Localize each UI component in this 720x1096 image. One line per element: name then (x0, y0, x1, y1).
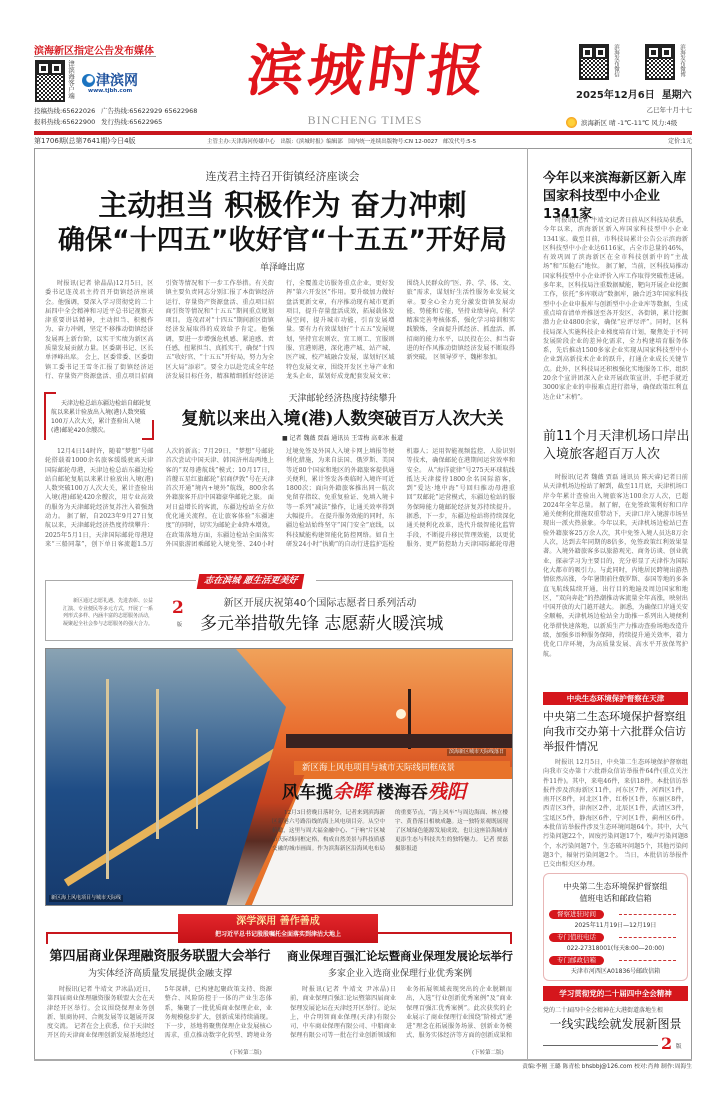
title-english: BINCHENG TIMES (307, 113, 423, 127)
sun-icon (566, 117, 577, 128)
lunar-date: 乙巳年十月十七 (646, 106, 692, 114)
turbine (196, 729, 198, 829)
right-article2-body: 时报讯(记者 魏薇 贾磊 通讯员 陈天睿)记者日前从天津机场边检站了解到，截至11月底，天津机场口岸今年累计查验出入境旅客达100余万人次，已超2024年全年总量。 据了解，在免签政策利好和口岸通关便利化措施双重带动下，天津口岸入境游市场呈现出一派火热景象。今年以来，天津机场边检站已查验外籍旅客25万余人次，其中免签入境人员达8万余人次，达到去年同期的8倍多，免签政策红利效果显著。入境外籍旅客多以旅游观光、商务访谈、创业就业、探亲学习为主要目的，充分彰显了天津作为国际化大都市的吸引力。与此同时，内地居民跨境出游热情依然高涨，今年暑期前往俄罗斯、泰国等地的多条直飞航线陆续开通，出行目的地遍及周边国家和地区，“双向奔赴”的热潮推动客流量全年高涨，映射出中国开放的大门越开越大。 据悉，为确保口岸通关安全顺畅，天津机场边检站全力助推一系列出入境便利化举措快速落地，以新质生产力推动查验场地改造升级，加强多语种服务保障，持续提升通关效率，着力优化口岸环境，为高质量发展、高水平开放保驾护航。 (543, 474, 688, 658)
factoring1-body: 时报讯(记者 牛靖文 尹冰晶)近日，第四届商业保理融资服务联盟大会在天津经开区举行。会议围绕保理业务创新、银商协同、合规发展等议题展开深度交流。 记者在会上获悉，位于天津经开区的天津商业保理创新发展基地经过5年深耕，已构建起聚政策支持、资源整合、风险防控于一体的产业生态体系，集聚了一批优质商业保理企业，业务规模稳步扩大，创新成果持续涌现。下一步，基地将聚焦保理企业发展核心需求，重点推动数字化转型、跨境业务 (47, 986, 272, 1040)
inspection-banner: 中央生态环境保护督察在天津 (543, 692, 688, 705)
masthead-rule (34, 131, 692, 135)
photo-caption: 新区海上风电项目与城市天际线 (51, 895, 122, 901)
plenum-banner: 学习贯彻党的二十届四中全会精神 (543, 986, 688, 1001)
qr-code-client[interactable] (35, 60, 65, 102)
photo-feature[interactable] (45, 648, 513, 906)
price: 定价:1元 (668, 138, 692, 145)
right-article4-headline[interactable]: 一线实践绘就发展新图景 (549, 1017, 682, 1031)
cruise-body: 12月4日14时许，随着“梦想”号邮轮搭载着1000余名旅客缓缓驶离天津国际邮轮母港，天津边检总站东疆边检站自邮轮复航以来累计验放出入境(港)人数突破100万人次大关，累计查验出入境(港)邮轮420余艘次，用专业高效的服务为天津邮轮经济复苏注入着强劲动力。 据了解，自2023年9月27日复航以来，天津邮轮经济热度持续攀升：2025年5月1日，天津国际邮轮母港迎来“三船同靠”，创下单日客流超1.5万人次的新高；7月29日，“梦想”号邮轮首次尝试中国天津、韩国济州岛两地上客的“双母港航线”模式；10月17日，首艘五星红旗邮轮“招商伊敦”号在天津首次开通“境内+境外”航线，800余名外籍旅客开启中国籍豪华邮轮之旅。 面对日益增长的客流，东疆边检站全方位优化通关流程，在让旅客体验“东疆速度”的同时，切实为邮轮企业降本增效。在政策落地方面，东疆边检站全面落实外国旅游团乘邮轮入境免签、240小时过境免签及外国人入境卡网上填报等便利化措施，为来自法国、俄罗斯、美国等近80个国家和地区的外籍旅客提供通关便利，累计签发各类临时入境许可近1800次；面向外籍旅客推出同一航次免留存指纹、免重复验证、免填入境卡等一系列“减法”操作，让通关效率得到大幅提升。 在提升服务效能的同时，东疆边检站始终坚守“国门安全”底线，以科技赋能构建智能化防控网络。如自主研发24小时“执勤”的自动行进监护巡检机器人；运用智能视频监控、人脸识别等技术，确保邮轮在港期间运营效率和安全。 从“海洋旋律”号275天环球航线抵达天津接待1800余名国际游客，到“爱达·地中海”号回归推动母港重回“双邮轮”运营模式，东疆边检站的服务保障能力随邮轮经济复苏持续提升。据悉，下一步，东疆边检站将持续深化通关便利化改革，迭代升级智能化监管手段，不断提升移民管理效能，以更优服务、更严防控助力天津国际邮轮母港 (45, 448, 515, 548)
headline-part: 残阳 (427, 781, 466, 803)
right-article3-body: 时报讯 12月5日，中央第二生态环境保护督察组向我市交办第十六批群众信访举报件64件(重点关注件11件)。其中，来电46件，来信18件。本批信访举报件涉及滨海新区11件，河东区7件，河西区1件，南开区8件，河北区1件，红桥区1件，东丽区8件，西青区3件，津南区2件，北辰区1件，武清区3件，宝坻区5件，静海区6件，宁河区1件，蓟州区6件。 本批信访举报件涉及生态环境问题64个。其中，大气污染问题22个，固废污染问题17个，噪声污染问题8个，水污染问题7个，生态破坏问题5个，其他污染问题3个，辐射污染问题2个。 当日，本批信访举报件已交由相关区办理。 (543, 759, 688, 869)
issue-number: 第1706期(总第7641期)今日4版 (34, 137, 136, 145)
volunteer-kicker: 新区开展庆祝第40个国际志愿者日系列活动 (223, 598, 417, 609)
logo-text: 津滨网 (96, 73, 138, 89)
turbine (106, 679, 109, 879)
skyline (286, 734, 513, 748)
weekday: 星期六 (661, 90, 692, 101)
volunteer-banner: 志在滨城 愿生活更美好 (197, 574, 305, 589)
hotline-box-title: 中央第二生态环境保护督察组值班电话和邮政信箱 (563, 882, 668, 903)
factoring2-subhead: 多家企业入选商业保理行业优秀案例 (327, 969, 472, 979)
logo-icon (82, 74, 95, 87)
turbine (156, 689, 159, 839)
right-article2-headline[interactable]: 前11个月天津机场口岸出入境旅客超百万人次 (543, 429, 690, 462)
weather: 滨海新区 晴 -1℃-11℃ 风力:4级 (581, 119, 678, 127)
lead-body: 时报讯(记者 徐晶晶)12月5日，区委书记连茂君主持召开街镇经济座谈会。他强调，要深入学习贯彻党的二十届四中全会精神和习近平总书记视察天津重要讲话精神，主动担当、积极作为、奋力冲刺，坚定不移推动街镇经济发展再上新台阶，以实干实绩为新区高质量发展贡献力量。区委副书记、区长单泽峰出席。 会上，区委常委、区委街镇工委书记王雪冬汇报了街镇经济运行、存量资产资源盘活、重点项目招商引资等情况和下一步工作举措。有关街镇主要负责同志分别汇报了本街镇经济运行、存量资产资源盘活、重点项目招商引资等情况和“十五五”期间重点规划项目。 连茂君对“十四五”期间新区街镇经济发展取得的成效给予肯定。他强调，要进一步增强危机感、紧迫感、责任感，扭紧担当、真抓实干，确保“十四五”收好官、“十五五”开好局，努力为全区大局“添彩”。要全力以赴完成全年经济发展目标任务，精准精细抓好经济运行，全覆盖走访服务重点企业，更好发挥“第六开发区”作用。要升级加力做好盘活更新文章，有序推动现有城市更新项目，提升存量盘活成效，拓展载体发展空间，提升城市功能，引育发展增量。要有力有效谋划好“十五五”发展规划，坚持宜农则农、宜工则工、宜服则服、宜港则港，深化港产城、站产城、医产城、校产城融合发展，谋划好区域特色发展文章，围绕开发区主导产业和龙头企业，谋划好成龙配套发展文章；围绕人民群众的“医、养、学、体、文、旅”需求，谋划好生活性服务业发展文章。要全心全力充分激发街镇发展动能、势能和专能，坚持业绩导向，科学精准完善考核体系，强化学习培训和实践锻炼，全面提升抓经济、抓盘活、抓招商的能力水平，以民投在公、担当奋进的好作风推动街镇经济发展不断取得新突破。 区领导罗平、魏彬参加。 (45, 280, 515, 380)
lead-kicker: 连茂君主持召开街镇经济座谈会 (205, 170, 360, 183)
qr-label: 滨海发布微信 (613, 44, 619, 77)
cruise-blurb: 天津边检总站东疆边检站自邮轮复航以来累计验放出入境(港)人数突破100万人次大关，累计查验出入境(港)邮轮420余艘次。 (51, 400, 152, 434)
qr-label: 津滨海客户端 (67, 60, 75, 99)
date: 2025年12月6日 (576, 90, 655, 101)
volunteer-headline[interactable]: 多元举措敬先锋 志愿薪火暖滨城 (200, 614, 444, 634)
photo-body: 12月3日傍晚日落时分，记者来到滨海新区新港六号路沿线的海上风电项目旁。从空中俯瞰，这里与周大福金融中心、“于响”片区城市天际线同框定格，构成自然美景与科技质感交融的城市画面。作为滨海新区沿海风电布局的重要节点，“海上风车”与周边海面、林立楼宇、黄昏落日相映成趣。这一独特景观既展现了区域绿色能源发展成效，也让这座沿海城市更添生态与科技共生的独特魅力。 记者 贾磊 摄影报道 (272, 810, 508, 852)
photo-banner: 新区海上风电项目与城市天际线同框成景 (294, 761, 510, 775)
box-item-value: 2025年11月19日—12月19日 (574, 922, 657, 929)
photo-caption: 滨海新区城市天际线落日 (448, 749, 504, 755)
factoring1-headline[interactable]: 第四届商业保理融资服务联盟大会举行 (49, 949, 271, 964)
box-item-label-row (549, 932, 682, 943)
continued-note: (下转第二版) (472, 1050, 504, 1056)
lead-subhead: 单泽峰出席 (259, 263, 305, 273)
lead-headline[interactable]: 主动担当 积极作为 奋力冲刺 (98, 188, 467, 222)
study-banner (178, 914, 378, 943)
headline-part: 余晖 (333, 781, 372, 803)
box-item-label: 专门邮政信箱 (549, 956, 604, 965)
right-article4-kicker: 党的二十届四中全会精神在大港街道落地生根 (543, 1007, 664, 1014)
column-divider (527, 148, 528, 1059)
cruise-headline[interactable]: 复航以来出入境(港)人数突破百万人次大关 (181, 409, 504, 429)
box-item-label: 专门值班电话 (549, 933, 604, 942)
headline-part: 风车揽 (282, 783, 333, 803)
study-banner-subtitle: 把习近平总书记殷殷嘱托全面落实到津沽大地上 (214, 931, 341, 938)
qr-label: 滨海发布微博 (679, 44, 685, 77)
right-article3-headline[interactable]: 中央第二生态环境保护督察组向我市交办第十六批群众信访举报件情况 (543, 710, 686, 753)
footer-rule (34, 1059, 692, 1061)
lead-headline-2[interactable]: 确保“十四五”收好官“十五五”开好局 (58, 225, 507, 256)
publisher-info: 主管主办:天津海河传媒中心 出版:《滨城时报》编辑部 国内统一连续出版物号:CN 12-0027 邮发代号:5-5 (207, 139, 477, 145)
hotline: 报料热线:65622900 (34, 118, 96, 126)
page-ref-number[interactable]: 2 (661, 1034, 673, 1053)
logo-url: www.tjbh.com (88, 88, 133, 94)
photo-headline[interactable] (282, 780, 466, 805)
factoring2-body: 时报讯(记者 牛靖文 尹冰晶)日前，商业保理百强汇论坛暨第四届商业保理发展论坛在天津经开区举行。论坛上，中合明智商业保理(天津)有限公司、中车商业保理有限公司、中船商业保理有限公司等一批在行业创新领域和业务拓展领域表现突出的企业脱颖而出，入选“行业创新优秀案例”及“商业保理百强汇优秀案例”。此次获奖的企业展示了商业保理行业围绕“阶梯式”递进“理念在拓展服务场景、创新业务模式、服务实体经济等方面的创新成果和 (290, 986, 512, 1040)
cruise-byline: ■ 记者 魏薇 贾磊 通讯员 王雪梅 高亚冰 报道 (281, 435, 404, 442)
factoring1-subhead: 为实体经济高质量发展提供金融支撑 (87, 969, 232, 979)
box-item-value[interactable]: 022-27318001(每天8:00—20:00) (566, 945, 665, 952)
volunteer-blurb: 新区通过志愿礼遇、先进表彰、公益汇演、专业便民等多元方式，开展了一系列形式多样、内涵丰富的志愿服务活动，凝聚起全社会参与志愿服务的强大合力。 (63, 598, 154, 627)
hotline-box (543, 873, 688, 981)
page-ref-unit: 版 (177, 622, 183, 628)
box-item-label-row (549, 909, 682, 920)
page-ref-unit: 版 (676, 1044, 682, 1050)
factoring2-headline[interactable]: 商业保理百强汇论坛暨商业保理发展论坛举行 (287, 949, 513, 963)
right-article1-body: 时报讯(记者 牛靖文)记者日前从区科技局获悉，今年以来，滨海新区新入库国家科技型中小企业1341家。截至目前，市科技局累计公告公示滨海新区科技型中小企业达6116家，占全市总量的46%，有效巩固了滨海新区在全市科技创新中的“主战场”和“压舱石”地位。 据了解，当前，区科技局推动国家科技型中小企业评价入库工作取得突破性进展。多年来，区科技局注重数据赋能，靶向开展企业挖掘工作，依托“多库联动”数据库，融合近3年国家科技型中小企业申报库与创新型中小企业库等数据，生成重点培育清单并推送至各开发区、各街镇，累计挖掘潜力企业4800余家，确保“应评尽评”。同时，区科技局深入实施科技企业梯度培育计划，聚焦处于不同发展阶段企业的差异化需求，全力构建培育服务体系，先后推动1500多家企业实现从国家科技型中小企业到高新技术企业的跃升，打通企业成长关键节点。此外，区科技局还积极强化实地服务工作，组织20余个宣讲团深入企业开展政策宣讲，手把手就近3000家企业的申报难点进行指导，确保政策红利直达企业“末梢”。 (543, 217, 688, 401)
study-banner-title: 深学深用 善作善成 (236, 916, 320, 927)
continued-note: (下转第二版) (230, 1050, 262, 1056)
divider (543, 1045, 658, 1046)
divider (34, 56, 156, 57)
qr-code-weibo[interactable] (645, 44, 675, 80)
slogan: 滨海新区指定公告发布媒体 (34, 46, 154, 57)
box-item-value: 天津市河西区A01836号邮政信箱 (570, 968, 661, 975)
hotline: 发行热线:65622965 (101, 118, 163, 126)
page-ref-number[interactable]: 2 (172, 598, 184, 618)
hotline: 投稿热线:65622026 (34, 107, 96, 115)
tjbh-logo[interactable] (82, 70, 138, 90)
cruise-kicker: 天津邮轮经济热度持续攀升 (288, 394, 397, 404)
issue-date (576, 90, 692, 102)
qr-code-wechat[interactable] (579, 44, 609, 80)
newspaper-title: 滨城时报 (243, 38, 493, 104)
hotline: 广告热线:65622929 65622968 (101, 107, 198, 115)
footer-credits: 责编:李刚 王璐 陈青松 bhsbbj@126.com 校对:肖帅 制作:周海生 (522, 1064, 692, 1070)
headline-part: 楼海吞 (371, 783, 428, 803)
box-item-label-row (549, 955, 682, 966)
box-item-label: 督察进驻时间 (549, 910, 604, 919)
right-article1-headline[interactable]: 今年以来滨海新区新入库国家科技型中小企业1341家 (543, 171, 687, 222)
sun (396, 709, 406, 719)
